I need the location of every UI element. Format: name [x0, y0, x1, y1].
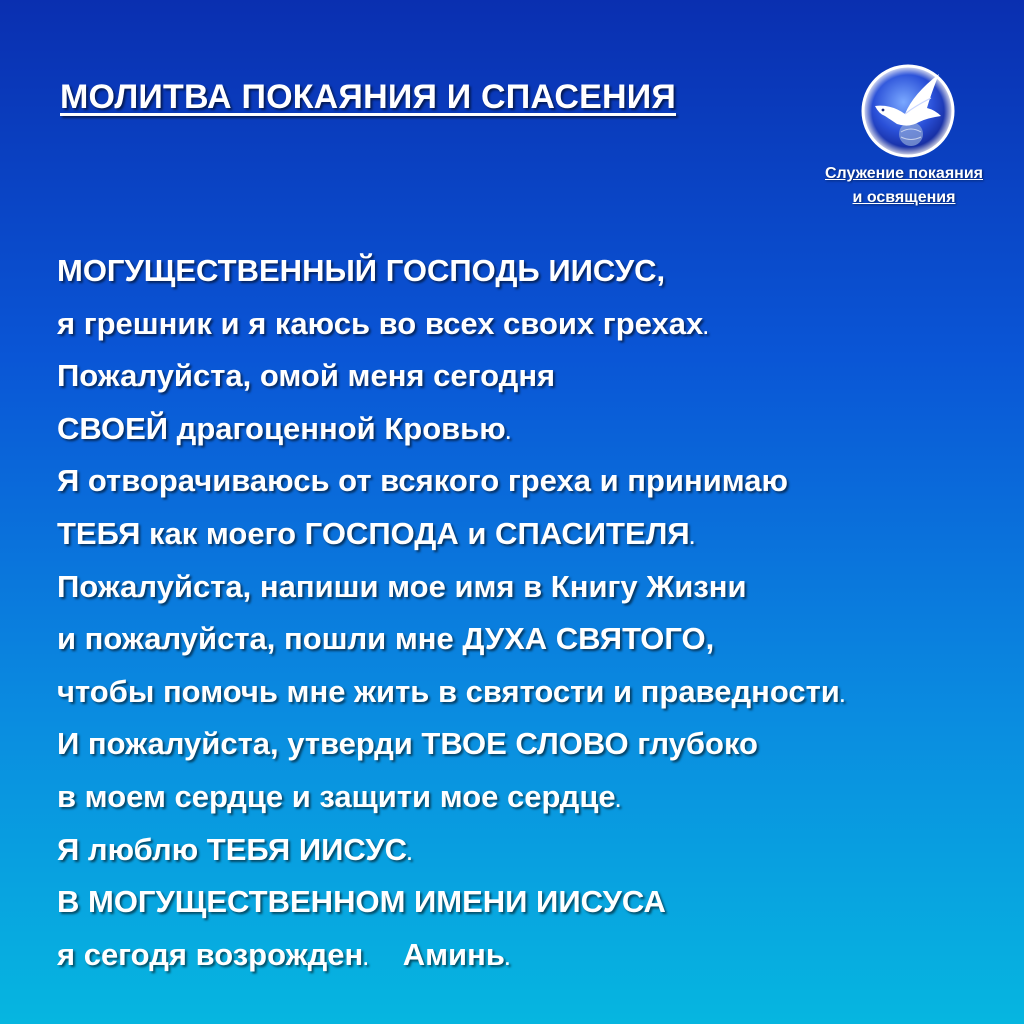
page-title: МОЛИТВА ПОКАЯНИЯ И СПАСЕНИЯ — [60, 78, 676, 116]
prayer-line: чтобы помочь мне жить в святости и праведности. — [57, 673, 845, 709]
prayer-line: Пожалуйста, омой меня сегодня — [57, 358, 556, 394]
prayer-line: СВОЕЙ драгоценной Кровью. — [57, 410, 511, 446]
prayer-line: я сегодя возрожден. Аминь. — [57, 936, 510, 972]
dove-globe-icon — [861, 64, 955, 158]
prayer-line: в моем сердце и защити мое сердце. — [57, 778, 621, 814]
prayer-line: МОГУЩЕСТВЕННЫЙ ГОСПОДЬ ИИСУС, — [57, 253, 666, 288]
prayer-line: Я люблю ТЕБЯ ИИСУС. — [57, 831, 413, 867]
ministry-caption-line1: Служение покаяния — [825, 165, 983, 182]
ministry-caption-line2: и освящения — [852, 189, 956, 206]
prayer-line: И пожалуйста, утверди ТВОЕ СЛОВО глубоко — [57, 726, 758, 762]
prayer-line: и пожалуйста, пошли мне ДУХА СВЯТОГО, — [57, 621, 715, 657]
amen-text: Аминь — [402, 936, 505, 972]
prayer-line: Пожалуйста, напиши мое имя в Книгу Жизни — [57, 568, 747, 604]
prayer-line: В МОГУЩЕСТВЕННОМ ИМЕНИ ИИСУСА — [57, 884, 666, 920]
prayer-line: ТЕБЯ как моего ГОСПОДА и СПАСИТЕЛЯ. — [57, 515, 695, 551]
prayer-line: я грешник и я каюсь во всех своих грехах. — [57, 305, 709, 341]
prayer-line: Я отворачиваюсь от всякого греха и принимаю — [57, 463, 788, 499]
ministry-caption — [790, 162, 1018, 210]
prayer-text — [57, 247, 1007, 983]
